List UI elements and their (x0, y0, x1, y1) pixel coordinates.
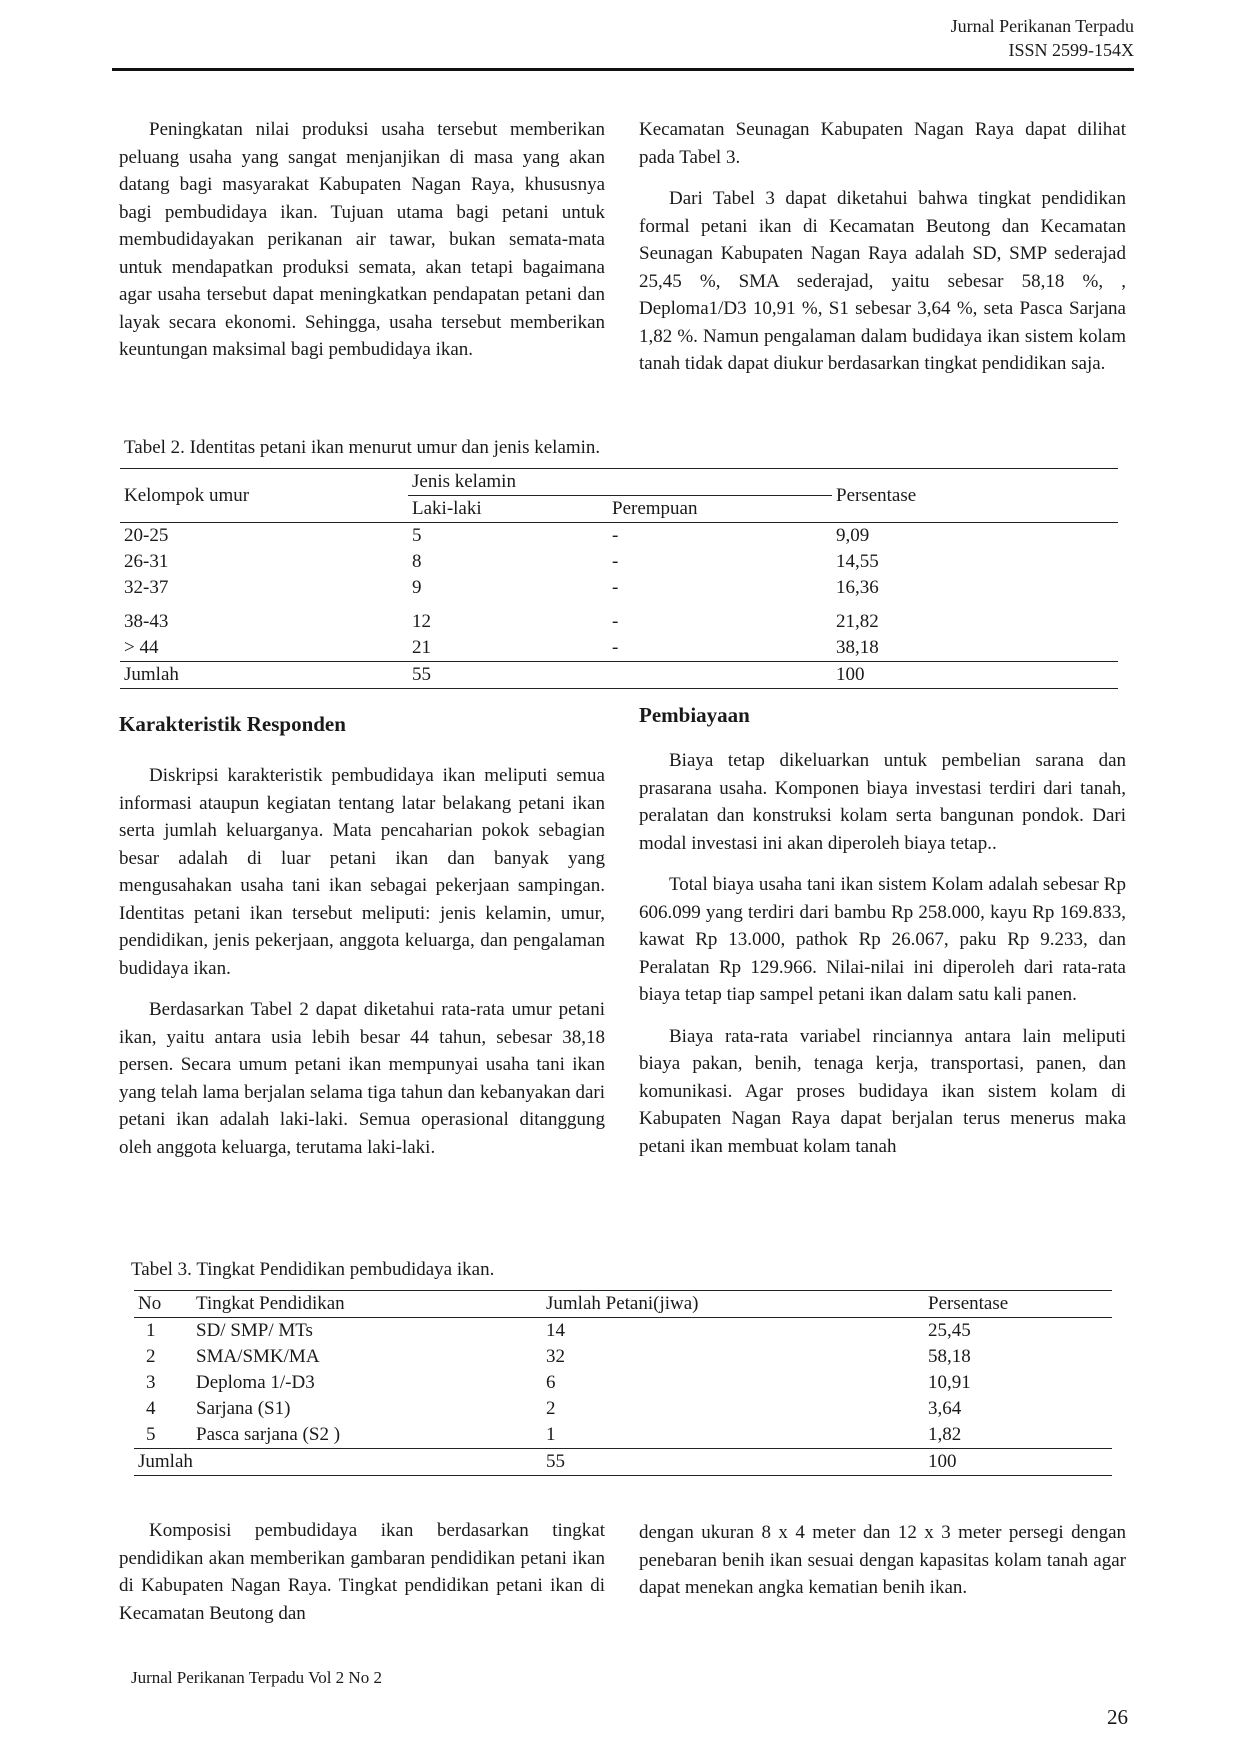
paragraph: Total biaya usaha tani ikan sistem Kolam adalah sebesar Rp 606.099 yang terdiri dari bambu Rp 258.000, kayu Rp 169.833, kawat Rp 13.000, pathok Rp 26.067, paku Rp 9.233, dan Peralatan Rp 129.966. Nilai-nilai ini diperoleh dari rata-rata biaya tetap tiap sampel petani ikan dalam satu kali panen. (639, 874, 1126, 1005)
col-header: Laki-laki (408, 496, 608, 523)
table-cell: 3,64 (928, 1398, 962, 1419)
table-cell: - (612, 577, 619, 598)
middle-right-column (639, 701, 1126, 1160)
table-row (120, 601, 1118, 635)
col-header: Perempuan (608, 496, 832, 523)
table-cell (608, 662, 832, 689)
table-row (120, 523, 1118, 550)
table-cell: > 44 (120, 635, 408, 662)
col-header: Persentase (924, 1291, 1112, 1318)
page-number: 26 (1107, 1705, 1128, 1729)
table-cell: 3 (146, 1372, 156, 1393)
table-cell: 16,36 (836, 577, 879, 598)
table-cell: 8 (412, 551, 422, 572)
table-total-row (120, 662, 1118, 689)
col-header: Kelompok umur (120, 469, 408, 523)
table-row (134, 1344, 1112, 1370)
table-cell: 14 (546, 1320, 565, 1341)
table-row (120, 575, 1118, 601)
table2-caption: Tabel 2. Identitas petani ikan menurut umur dan jenis kelamin. (124, 437, 601, 458)
header-rule (112, 68, 1134, 71)
table-cell: 2 (146, 1346, 156, 1367)
col-header: Persentase (832, 469, 1118, 523)
table-cell: 12 (412, 611, 431, 632)
table-cell: 20-25 (124, 525, 169, 546)
table-cell: SD/ SMP/ MTs (196, 1320, 313, 1341)
paragraph: Berdasarkan Tabel 2 dapat diketahui rata-rata umur petani ikan, yaitu antara usia lebih besar 44 tahun, sebesar 38,18 persen. Secara umum petani ikan mempunyai usaha tani ikan yang telah lama berjalan selama tiga tahun dan kebanyakan dari petani ikan adalah laki-laki. Semua operasional ditanggung oleh anggota keluarga, terutama laki-laki. (119, 999, 605, 1158)
table-cell: 1 (542, 1422, 924, 1449)
table-header-row (120, 469, 1118, 496)
issn: ISSN 2599-154X (1008, 40, 1134, 60)
top-right-column (639, 116, 1126, 378)
table-cell: - (612, 525, 619, 546)
table-cell: 1 (146, 1320, 156, 1341)
table-cell: - (612, 611, 619, 632)
table-cell: 5 (412, 525, 422, 546)
table-cell: 2 (546, 1398, 556, 1419)
table-row (134, 1318, 1112, 1345)
col-header: Jumlah Petani(jiwa) (542, 1291, 924, 1318)
table3-caption: Tabel 3. Tingkat Pendidikan pembudidaya ikan. (131, 1259, 495, 1280)
bottom-right-column (639, 1519, 1126, 1602)
col-header: Tingkat Pendidikan (192, 1291, 542, 1318)
table-cell: 25,45 (928, 1320, 971, 1341)
paragraph: Diskripsi karakteristik pembudidaya ikan meliputi semua informasi ataupun kegiatan tentang latar belakang petani ikan serta jumlah keluarganya. Mata pencaharian pokok sebagian besar adalah di luar petani ikan dan banyak yang mengusahakan usaha tani ikan sebagai pekerjaan sampingan. Identitas petani ikan tersebut meliputi: jenis kelamin, umur, pendidikan, jenis pekerjaan, anggota keluarga, dan pengalaman budidaya ikan. (119, 765, 605, 979)
running-header (951, 14, 1134, 62)
table-cell: 100 (832, 662, 1118, 689)
col-header: Jenis kelamin (408, 469, 832, 496)
table-cell: 58,18 (928, 1346, 971, 1367)
section-heading: Karakteristik Responden (119, 712, 346, 736)
table-row (120, 549, 1118, 575)
paragraph: Kecamatan Seunagan Kabupaten Nagan Raya dapat dilihat pada Tabel 3. (639, 119, 1126, 168)
table-header-row (134, 1291, 1112, 1318)
table-cell: Pasca sarjana (S2 ) (192, 1422, 542, 1449)
paragraph: Biaya tetap dikeluarkan untuk pembelian sarana dan prasarana usaha. Komponen biaya investasi terdiri dari tanah, peralatan dan konstruksi kolam serta bangunan pondok. Dari modal investasi ini akan diperoleh biaya tetap.. (639, 750, 1126, 854)
table-row (134, 1422, 1112, 1449)
paragraph: Dari Tabel 3 dapat diketahui bahwa tingkat pendidikan formal petani ikan di Kecamatan Beutong dan Kecamatan Seunagan Kabupaten Nagan Raya adalah SD, SMP sederajad 25,45 %, SMA sederajad, yaitu sebesar 58,18 %, , Deploma1/D3 10,91 %, S1 sebesar 3,64 %, seta Pasca Sarjana 1,82 %. Namun pengalaman dalam budidaya ikan sistem kolam tanah tidak dapat diukur berdasarkan tingkat pendidikan saja. (639, 188, 1126, 374)
col-header: No (134, 1291, 192, 1318)
table-cell: Deploma 1/-D3 (196, 1372, 315, 1393)
table-cell: 100 (924, 1449, 1112, 1476)
table-cell: 38,18 (832, 635, 1118, 662)
table2 (120, 468, 1118, 689)
table-cell: 5 (134, 1422, 192, 1449)
table-cell: - (612, 551, 619, 572)
table-cell: 55 (542, 1449, 924, 1476)
table-cell: SMA/SMK/MA (196, 1346, 320, 1367)
paragraph: Peningkatan nilai produksi usaha tersebut memberikan peluang usaha yang sangat menjanjikan di masa yang akan datang bagi masyarakat Kabupaten Nagan Raya, khususnya bagi pembudidaya ikan. Tujuan utama bagi petani untuk membudidayakan perikanan air tawar, bukan semata-mata untuk mendapatkan produksi semata, akan tetapi bagaimana agar usaha tersebut dapat meningkatkan pendapatan petani dan layak secara ekonomi. Sehingga, usaha tersebut memberikan keuntungan maksimal bagi pembudidaya ikan. (119, 119, 605, 360)
paragraph: dengan ukuran 8 x 4 meter dan 12 x 3 meter persegi dengan penebaran benih ikan sesuai dengan kapasitas kolam tanah agar dapat menekan angka kematian benih ikan. (639, 1522, 1126, 1598)
bottom-left-column (119, 1517, 605, 1627)
table-cell: 38-43 (124, 611, 169, 632)
table-cell: 32 (546, 1346, 565, 1367)
table-cell: 21 (408, 635, 608, 662)
table-cell: 9 (412, 577, 422, 598)
footer: Jurnal Perikanan Terpadu Vol 2 No 2 (131, 1668, 382, 1687)
table-cell: Jumlah (134, 1449, 542, 1476)
table-cell: 10,91 (928, 1372, 971, 1393)
paragraph: Komposisi pembudidaya ikan berdasarkan tingkat pendidikan akan memberikan gambaran pendidikan petani ikan di Kabupaten Nagan Raya. Tingkat pendidikan petani ikan di Kecamatan Beutong dan (119, 1520, 605, 1624)
paragraph: Biaya rata-rata variabel rinciannya antara lain meliputi biaya pakan, benih, tenaga kerja, transportasi, panen, dan komunikasi. Agar proses budidaya ikan sistem kolam di Kabupaten Nagan Raya dapat berjalan terus menerus maka petani ikan membuat kolam tanah (639, 1025, 1126, 1157)
table-row (120, 635, 1118, 662)
table-cell: Jumlah (120, 662, 408, 689)
table-cell: - (608, 635, 832, 662)
table-cell: 21,82 (836, 611, 879, 632)
table-cell: 55 (408, 662, 608, 689)
table-total-row (134, 1449, 1112, 1476)
table-cell: 4 (146, 1398, 156, 1419)
table-cell: 6 (546, 1372, 556, 1393)
middle-left-column (119, 710, 605, 1161)
table-cell: 14,55 (836, 551, 879, 572)
journal-name: Jurnal Perikanan Terpadu (950, 16, 1134, 36)
table-row (134, 1396, 1112, 1422)
table3 (134, 1290, 1112, 1476)
table-cell: 32-37 (124, 577, 169, 598)
table-cell: 26-31 (124, 551, 169, 572)
table-cell: 1,82 (924, 1422, 1112, 1449)
top-left-column (119, 116, 605, 364)
table-cell: 9,09 (836, 525, 870, 546)
table-cell: Sarjana (S1) (196, 1398, 291, 1419)
table-row (134, 1370, 1112, 1396)
section-heading: Pembiayaan (639, 703, 750, 727)
